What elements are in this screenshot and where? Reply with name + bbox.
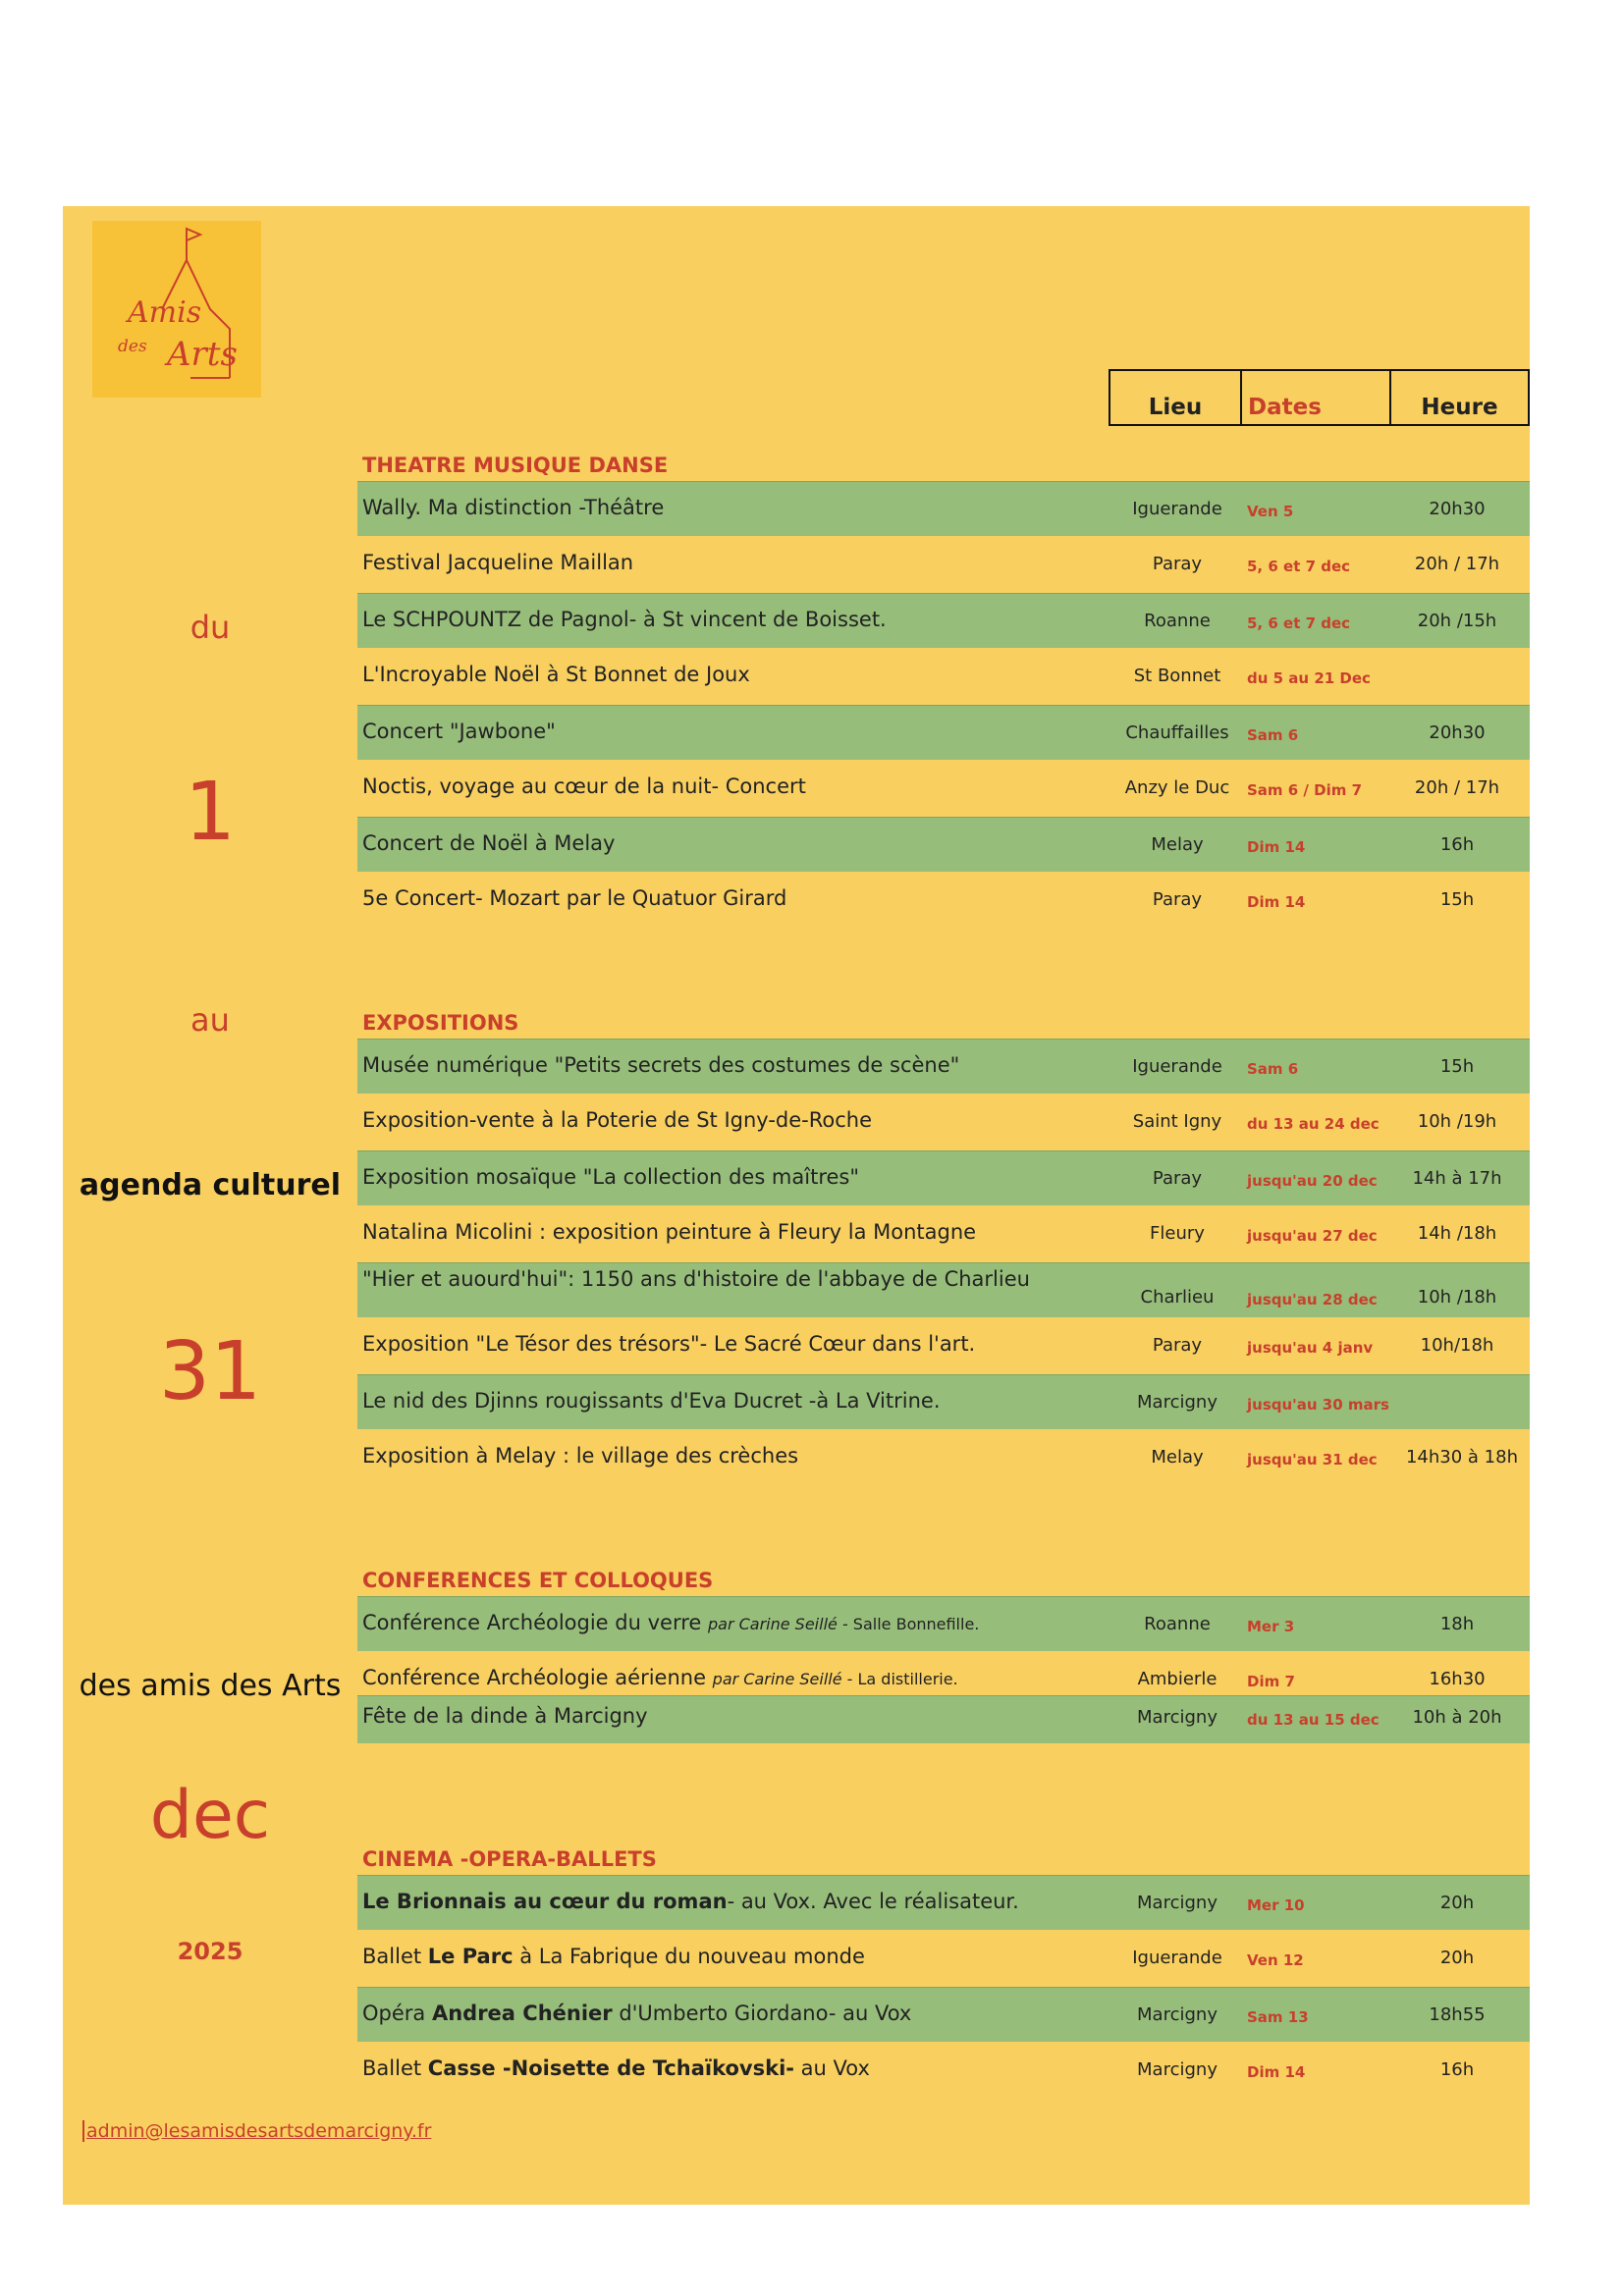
- event-lieu: Marcigny: [1137, 2004, 1218, 2025]
- conf-row: [357, 1652, 1530, 1695]
- side-month: dec: [149, 1777, 271, 1854]
- event-heure: 18h: [1439, 1614, 1475, 1634]
- event-title: Le nid des Djinns rougissants d'Eva Ducret -à La Vitrine.: [362, 1389, 941, 1413]
- event-title: [362, 2002, 911, 2025]
- section-theatre-title: THEATRE MUSIQUE DANSE: [362, 454, 669, 477]
- event-speaker: par Carine Seillé: [712, 1670, 842, 1688]
- event-title: Noctis, voyage au cœur de la nuit- Concert: [362, 774, 806, 798]
- event-kind: Ballet: [362, 1945, 428, 1968]
- event-lieu: Roanne: [1144, 611, 1211, 631]
- event-venue: - La distillerie.: [841, 1670, 958, 1688]
- side-day-to: 31: [158, 1325, 262, 1418]
- event-work: Le Brionnais au cœur du roman: [362, 1890, 728, 1913]
- side-year: 2025: [177, 1938, 244, 1965]
- event-title: Exposition-vente à la Poterie de St Igny-de-Roche: [362, 1108, 873, 1132]
- theatre-row: [357, 705, 1530, 760]
- theatre-row: [357, 593, 1530, 648]
- event-date: jusqu'au 31 dec: [1247, 1451, 1378, 1468]
- event-title: [362, 1890, 1019, 1913]
- event-title: [362, 1611, 979, 1634]
- side-du: du: [189, 609, 231, 646]
- event-lieu: Paray: [1152, 1168, 1203, 1189]
- theatre-row: [357, 873, 1530, 927]
- event-date: 5, 6 et 7 dec: [1247, 614, 1351, 632]
- event-lieu: Paray: [1152, 889, 1203, 910]
- event-date: Sam 6: [1247, 726, 1299, 744]
- event-lieu: St Bonnet: [1133, 666, 1221, 686]
- event-lieu: Melay: [1151, 1447, 1204, 1468]
- event-detail: à La Fabrique du nouveau monde: [513, 1945, 865, 1968]
- event-heure: 20h: [1439, 1893, 1475, 1913]
- logo-word-des: des: [118, 337, 147, 356]
- event-heure: 20h30: [1429, 722, 1486, 743]
- event-date: Sam 13: [1247, 2008, 1309, 2026]
- event-work: Andrea Chénier: [431, 2002, 613, 2025]
- side-agenda: agenda culturel: [79, 1168, 342, 1202]
- event-lieu: Paray: [1152, 554, 1203, 574]
- event-lieu: Marcigny: [1137, 1893, 1218, 1913]
- event-heure: 14h30 à 18h: [1405, 1447, 1518, 1468]
- event-speaker: par Carine Seillé: [707, 1615, 838, 1633]
- event-title: [362, 2056, 870, 2080]
- logo-word-arts: Arts: [167, 335, 238, 374]
- event-date: Mer 10: [1247, 1896, 1305, 1914]
- header-heure: Heure: [1389, 369, 1530, 426]
- event-title: [362, 1945, 865, 1968]
- event-heure: 15h: [1439, 1056, 1475, 1077]
- event-title: Musée numérique "Petits secrets des costumes de scène": [362, 1053, 960, 1077]
- event-heure: 20h / 17h: [1414, 777, 1500, 798]
- event-title: Fête de la dinde à Marcigny: [362, 1704, 648, 1728]
- event-kind: Opéra: [362, 2002, 432, 2025]
- theatre-row: [357, 537, 1530, 591]
- event-heure: 10h /19h: [1417, 1111, 1497, 1132]
- event-date: jusqu'au 20 dec: [1247, 1172, 1378, 1190]
- expo-row: [357, 1374, 1530, 1429]
- event-title: Natalina Micolini : exposition peinture à Fleury la Montagne: [362, 1220, 977, 1244]
- logo-word-amis: Amis: [128, 295, 202, 330]
- header-lieu: Lieu: [1109, 369, 1242, 426]
- event-lieu: Chauffailles: [1125, 722, 1229, 743]
- expo-row: [357, 1318, 1530, 1372]
- event-date: Sam 6: [1247, 1060, 1299, 1078]
- amis-des-arts-logo: [92, 221, 261, 398]
- cinema-row: [357, 1875, 1530, 1930]
- event-heure: 20h30: [1429, 499, 1486, 519]
- event-venue: - Salle Bonnefille.: [837, 1615, 980, 1633]
- event-heure: 16h: [1439, 834, 1475, 855]
- cinema-row: [357, 2043, 1530, 2097]
- expo-row: [357, 1150, 1530, 1205]
- event-date: jusqu'au 4 janv: [1247, 1339, 1374, 1357]
- event-title-main: Conférence Archéologie aérienne: [362, 1666, 713, 1689]
- side-au: au: [190, 1001, 230, 1039]
- cinema-row: [357, 1987, 1530, 2042]
- event-date: Ven 5: [1247, 503, 1294, 520]
- event-title: "Hier et auourd'hui": 1150 ans d'histoire de l'abbaye de Charlieu: [362, 1267, 1030, 1291]
- event-lieu: Charlieu: [1140, 1287, 1215, 1308]
- expo-row: [357, 1095, 1530, 1148]
- contact-email-link[interactable]: admin@lesamisdesartsdemarcigny.fr: [82, 2120, 431, 2142]
- event-lieu: Saint Igny: [1132, 1111, 1222, 1132]
- event-date: Mer 3: [1247, 1618, 1295, 1635]
- event-date: Sam 6 / Dim 7: [1247, 781, 1363, 799]
- event-heure: 16h30: [1429, 1669, 1486, 1689]
- event-detail: au Vox: [794, 2056, 870, 2080]
- event-title: Exposition "Le Tésor des trésors"- Le Sacré Cœur dans l'art.: [362, 1332, 976, 1356]
- expo-row: [357, 1262, 1530, 1317]
- expo-row: [357, 1206, 1530, 1260]
- event-title: Concert de Noël à Melay: [362, 831, 616, 855]
- section-conf-title: CONFERENCES ET COLLOQUES: [362, 1569, 714, 1592]
- section-cinema-title: CINEMA -OPERA-BALLETS: [362, 1847, 657, 1871]
- event-date: Dim 7: [1247, 1673, 1295, 1690]
- event-lieu: Fleury: [1150, 1223, 1205, 1244]
- event-date: Ven 12: [1247, 1951, 1304, 1969]
- theatre-row: [357, 481, 1530, 536]
- cinema-row: [357, 1931, 1530, 1985]
- event-title: Wally. Ma distinction -Théâtre: [362, 496, 665, 519]
- event-title: L'Incroyable Noël à St Bonnet de Joux: [362, 663, 750, 686]
- event-lieu: Ambierle: [1137, 1669, 1218, 1689]
- event-date: jusqu'au 27 dec: [1247, 1227, 1378, 1245]
- event-lieu: Iguerande: [1132, 1948, 1222, 1968]
- event-title: Concert "Jawbone": [362, 720, 556, 743]
- event-date: jusqu'au 30 mars: [1247, 1396, 1389, 1414]
- event-heure: 15h: [1439, 889, 1475, 910]
- event-kind: Ballet: [362, 2056, 428, 2080]
- event-lieu: Marcigny: [1137, 2059, 1218, 2080]
- event-title: Festival Jacqueline Maillan: [362, 551, 634, 574]
- expo-row: [357, 1430, 1530, 1484]
- event-date: du 13 au 24 dec: [1247, 1115, 1380, 1133]
- section-expos-title: EXPOSITIONS: [362, 1011, 519, 1035]
- theatre-row: [357, 761, 1530, 815]
- event-lieu: Iguerande: [1132, 1056, 1222, 1077]
- agenda-sheet: [63, 206, 1530, 2205]
- event-title: Exposition à Melay : le village des crèches: [362, 1444, 799, 1468]
- conf-row: [357, 1695, 1530, 1743]
- event-heure: 18h55: [1429, 2004, 1486, 2025]
- event-title: 5e Concert- Mozart par le Quatuor Girard: [362, 886, 787, 910]
- event-title-main: Conférence Archéologie du verre: [362, 1611, 708, 1634]
- theatre-row: [357, 649, 1530, 703]
- event-detail: - au Vox. Avec le réalisateur.: [727, 1890, 1019, 1913]
- event-lieu: Iguerande: [1132, 499, 1222, 519]
- event-heure: 16h: [1439, 2059, 1475, 2080]
- event-lieu: Marcigny: [1137, 1707, 1218, 1728]
- event-lieu: Marcigny: [1137, 1392, 1218, 1413]
- event-title: Le SCHPOUNTZ de Pagnol- à St vincent de Boisset.: [362, 608, 887, 631]
- event-date: Dim 14: [1247, 893, 1306, 911]
- event-date: du 13 au 15 dec: [1247, 1711, 1380, 1729]
- event-lieu: Anzy le Duc: [1124, 777, 1230, 798]
- event-heure: 10h à 20h: [1412, 1707, 1502, 1728]
- side-amis: des amis des Arts: [79, 1669, 342, 1703]
- event-date: 5, 6 et 7 dec: [1247, 558, 1351, 575]
- event-heure: 10h /18h: [1417, 1287, 1497, 1308]
- event-date: jusqu'au 28 dec: [1247, 1291, 1378, 1308]
- event-date: Dim 14: [1247, 838, 1306, 856]
- event-heure: 14h à 17h: [1412, 1168, 1502, 1189]
- header-dates: Dates: [1240, 369, 1391, 426]
- event-title: [362, 1666, 958, 1689]
- event-detail: d'Umberto Giordano- au Vox: [612, 2002, 912, 2025]
- conf-row: [357, 1596, 1530, 1651]
- event-heure: 20h: [1439, 1948, 1475, 1968]
- event-heure: 20h / 17h: [1414, 554, 1500, 574]
- event-heure: 20h /15h: [1417, 611, 1497, 631]
- event-heure: 14h /18h: [1417, 1223, 1497, 1244]
- event-lieu: Roanne: [1144, 1614, 1211, 1634]
- event-date: du 5 au 21 Dec: [1247, 669, 1371, 687]
- event-lieu: Melay: [1151, 834, 1204, 855]
- event-lieu: Paray: [1152, 1335, 1203, 1356]
- event-heure: 10h/18h: [1420, 1335, 1494, 1356]
- theatre-row: [357, 817, 1530, 872]
- expo-row: [357, 1039, 1530, 1094]
- event-work: Casse -Noisette de Tchaïkovski-: [427, 2056, 794, 2080]
- side-day-from: 1: [184, 766, 237, 859]
- event-title: Exposition mosaïque "La collection des maîtres": [362, 1165, 860, 1189]
- event-work: Le Parc: [427, 1945, 514, 1968]
- event-date: Dim 14: [1247, 2063, 1306, 2081]
